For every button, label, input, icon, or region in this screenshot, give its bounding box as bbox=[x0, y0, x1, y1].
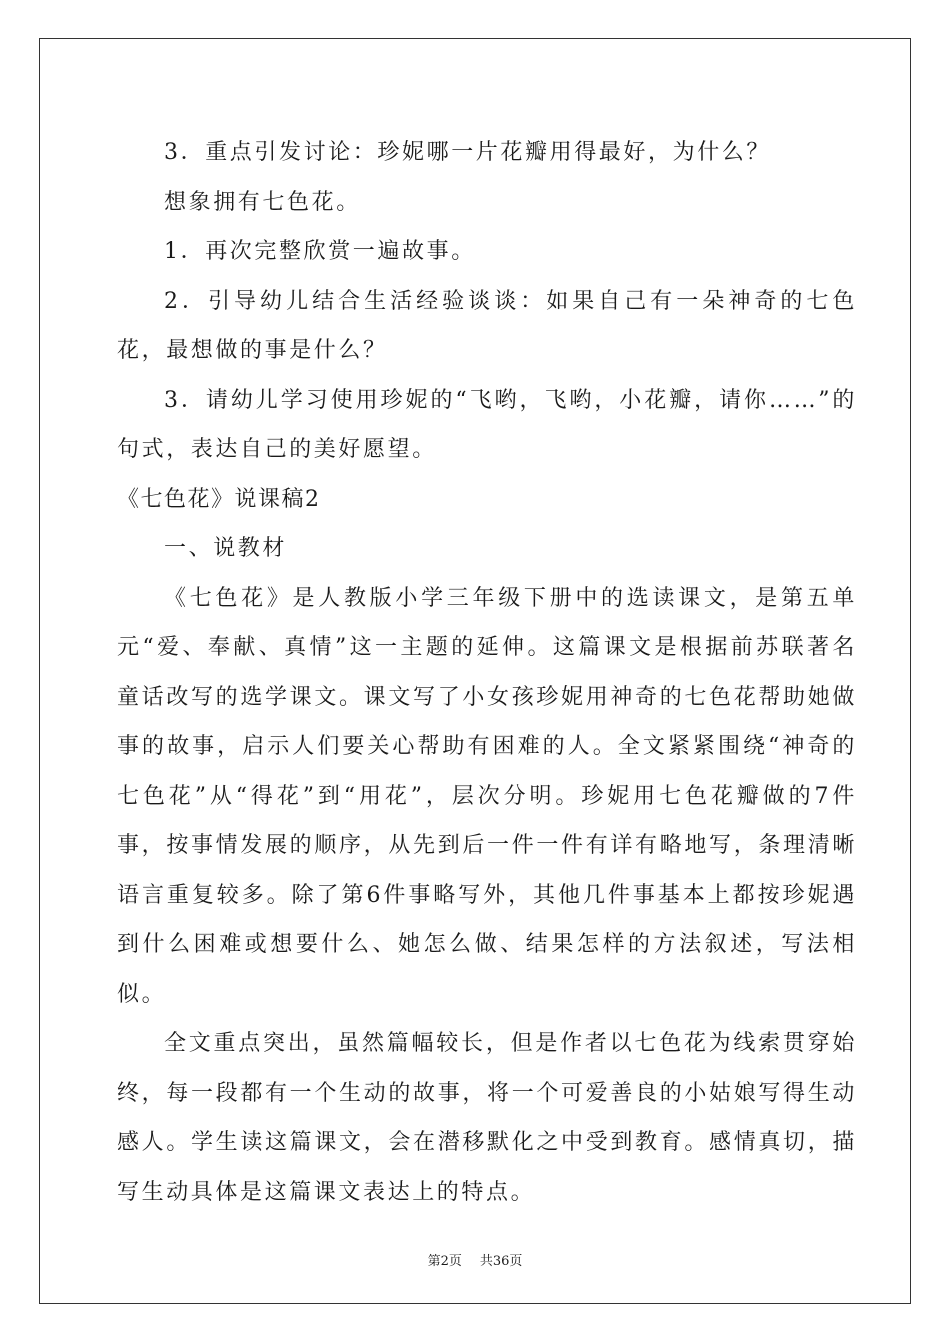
paragraph-summary: 全文重点突出，虽然篇幅较长，但是作者以七色花为线索贯穿始终，每一段都有一个生动的故事，将一个可爱善良的小姑娘写得生动感人。学生读这篇课文，会在潜移默化之中受到教育。感情真切，描写生动具体是这篇课文表达上的特点。 bbox=[117, 1031, 857, 1205]
subsection-heading-textbook: 一、说教材 bbox=[164, 536, 288, 561]
page-footer bbox=[0, 1250, 950, 1269]
page-total: 共36页 bbox=[479, 1254, 523, 1269]
section-title: 《七色花》说课稿2 bbox=[117, 486, 321, 512]
paragraph-step-2: 2．引导幼儿结合生活经验谈谈：如果自己有一朵神奇的七色花，最想做的事是什么？ bbox=[117, 288, 857, 363]
document-body bbox=[117, 128, 857, 1217]
paragraph-step-1: 1．再次完整欣赏一遍故事。 bbox=[164, 239, 476, 264]
paragraph-imagine-heading: 想象拥有七色花。 bbox=[164, 189, 361, 215]
paragraph-step-3: 3．请幼儿学习使用珍妮的“飞哟，飞哟，小花瓣，请你……”的句式，表达自己的美好愿望。 bbox=[117, 387, 857, 462]
page-number: 第2页 bbox=[427, 1254, 462, 1269]
paragraph-discussion-question: 3．重点引发讨论：珍妮哪一片花瓣用得最好，为什么？ bbox=[164, 140, 771, 165]
paragraph-textbook-analysis: 《七色花》是人教版小学三年级下册中的选读课文，是第五单元“爱、奉献、真情”这一主题的延伸。这篇课文是根据前苏联著名童话改写的选学课文。课文写了小女孩珍妮用神奇的七色花帮助她做事的故事，启示人们要关心帮助有困难的人。全文紧紧围绕“神奇的七色花”从“得花”到“用花”，层次分明。珍妮用七色花瓣做的7件事，按事情发展的顺序，从先到后一件一件有详有略地写，条理清晰语言重复较多。除了第6件事略写外，其他几件事基本上都按珍妮遇到什么困难或想要什么、她怎么做、结果怎样的方法叙述，写法相似。 bbox=[117, 585, 857, 1007]
